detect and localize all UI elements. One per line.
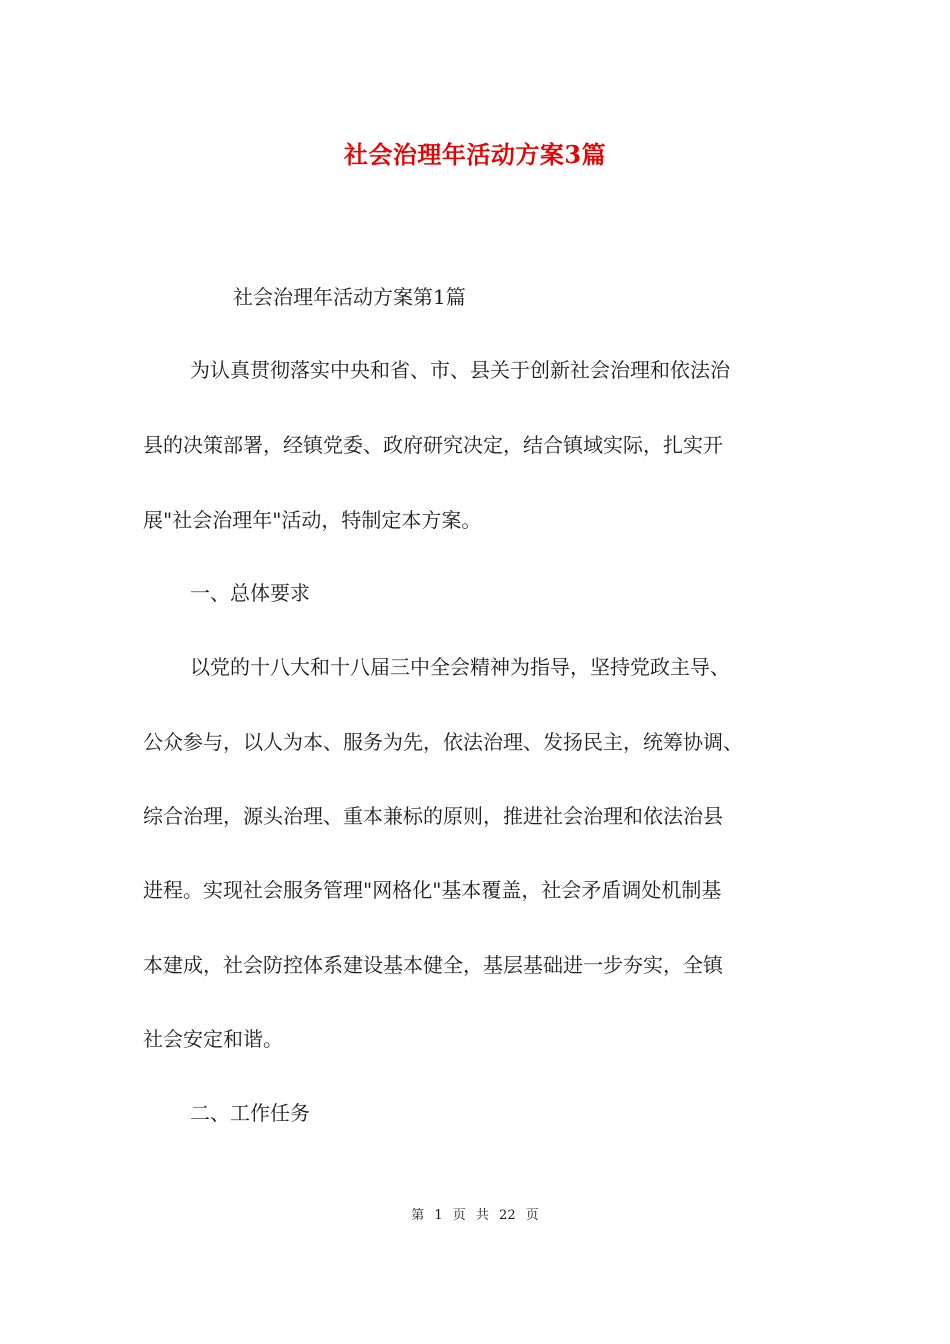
subtitle: 社会治理年活动方案第1篇 <box>233 285 466 309</box>
section-1-heading: 一、总体要求 <box>190 581 310 605</box>
paragraph-1-line-3: 展"社会治理年"活动，特制定本方案。 <box>143 508 482 532</box>
section-2-heading: 二、工作任务 <box>190 1101 310 1125</box>
paragraph-1-line-2: 县的决策部署，经镇党委、政府研究决定，结合镇域实际，扎实开 <box>143 433 723 457</box>
paragraph-2-line-2: 公众参与，以人为本、服务为先，依法治理、发扬民主，统筹协调、 <box>143 730 743 754</box>
paragraph-2-line-5: 本建成，社会防控体系建设基本健全，基层基础进一步夯实，全镇 <box>143 953 723 977</box>
paragraph-2-line-1: 以党的十八大和十八届三中全会精神为指导，坚持党政主导、 <box>190 655 730 679</box>
document-title: 社会治理年活动方案3篇 <box>343 140 607 169</box>
paragraph-2-line-3: 综合治理，源头治理、重本兼标的原则，推进社会治理和依法治县 <box>143 804 723 828</box>
page-indicator: 第 1 页 共 22 页 <box>411 1208 539 1223</box>
paragraph-2-line-6: 社会安定和谐。 <box>143 1027 283 1051</box>
paragraph-1-line-1: 为认真贯彻落实中央和省、市、县关于创新社会治理和依法治 <box>190 358 730 382</box>
paragraph-2-line-4: 进程。实现社会服务管理"网格化"基本覆盖，社会矛盾调处机制基 <box>143 878 722 902</box>
